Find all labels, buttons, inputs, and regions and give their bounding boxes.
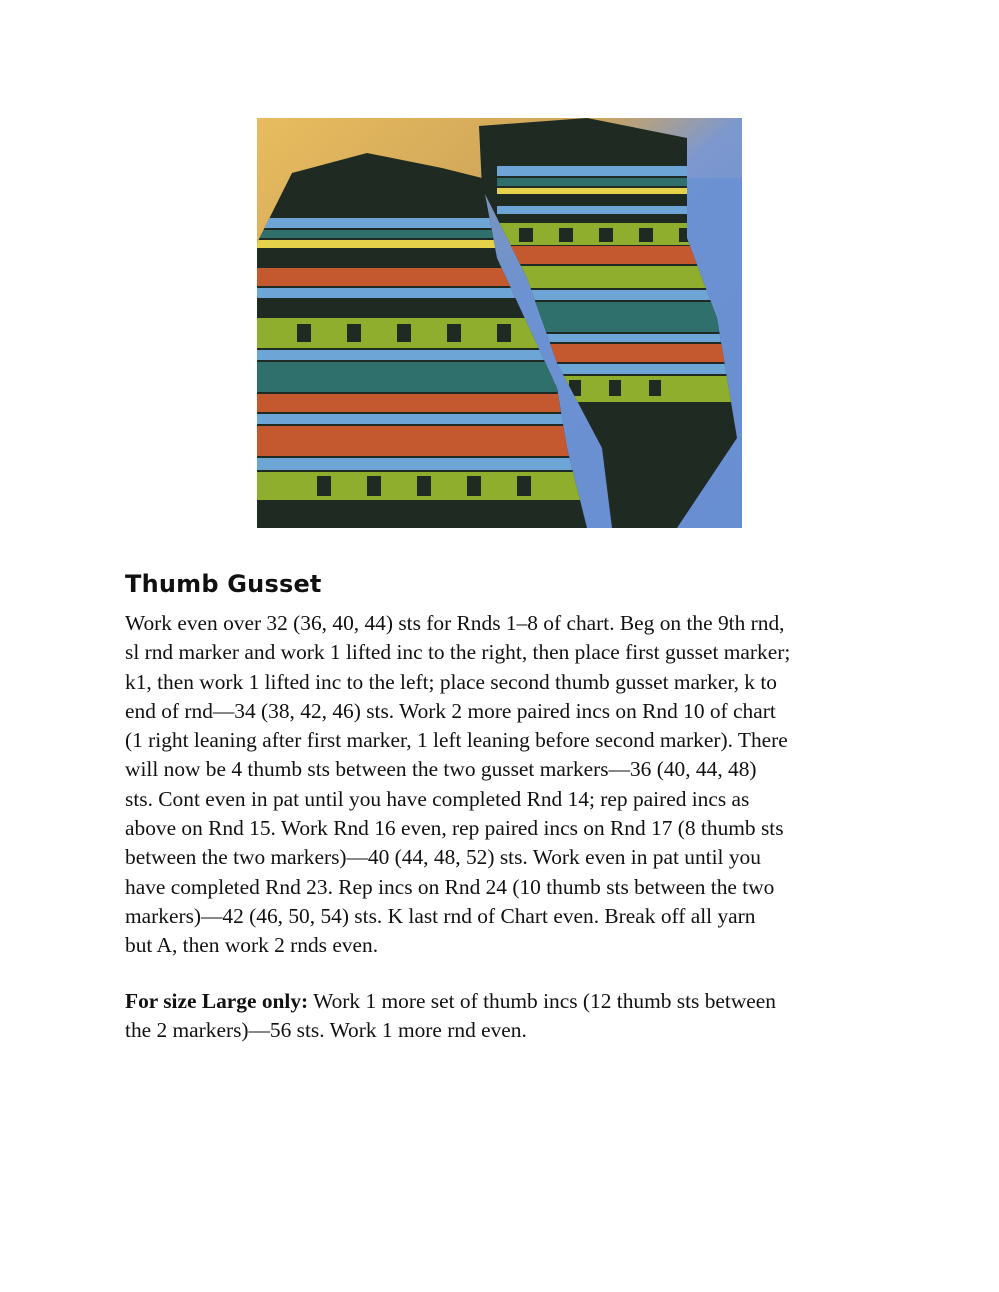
- text-line: sts. Cont even in pat until you have completed Rnd 14; rep paired incs as: [125, 786, 750, 811]
- text-line: [125, 987, 885, 1016]
- size-large-paragraph: [125, 987, 885, 1046]
- text-line: end of rnd—34 (38, 42, 46) sts. Work 2 more paired incs on Rnd 10 of chart: [125, 698, 776, 723]
- instructions-paragraph: [125, 609, 885, 961]
- size-large-label: For size Large only:: [125, 989, 309, 1013]
- size-large-text: Work 1 more set of thumb incs (12 thumb sts between: [308, 989, 776, 1013]
- section-title: Thumb Gusset: [125, 570, 322, 598]
- text-line: will now be 4 thumb sts between the two gusset markers—36 (40, 44, 48): [125, 757, 757, 782]
- text-line: above on Rnd 15. Work Rnd 16 even, rep paired incs on Rnd 17 (8 thumb sts: [125, 816, 784, 841]
- text-line: k1, then work 1 lifted inc to the left; place second thumb gusset marker, k to: [125, 669, 777, 694]
- text-line: markers)—42 (46, 50, 54) sts. K last rnd of Chart even. Break off all yarn: [125, 903, 756, 928]
- text-line: Work even over 32 (36, 40, 44) sts for Rnds 1–8 of chart. Beg on the 9th rnd,: [125, 611, 785, 635]
- text-line: sl rnd marker and work 1 lifted inc to the right, then place first gusset marker;: [125, 640, 791, 665]
- text-line: between the two markers)—40 (44, 48, 52) sts. Work even in pat until you: [125, 845, 761, 870]
- text-line: but A, then work 2 rnds even.: [125, 933, 379, 958]
- text-line: (1 right leaning after first marker, 1 left leaning before second marker). There: [125, 728, 788, 753]
- text-line: the 2 markers)—56 sts. Work 1 more rnd even.: [125, 1018, 527, 1043]
- mittens-photo: [257, 118, 742, 528]
- text-line: have completed Rnd 23. Rep incs on Rnd 24 (10 thumb sts between the two: [125, 874, 775, 899]
